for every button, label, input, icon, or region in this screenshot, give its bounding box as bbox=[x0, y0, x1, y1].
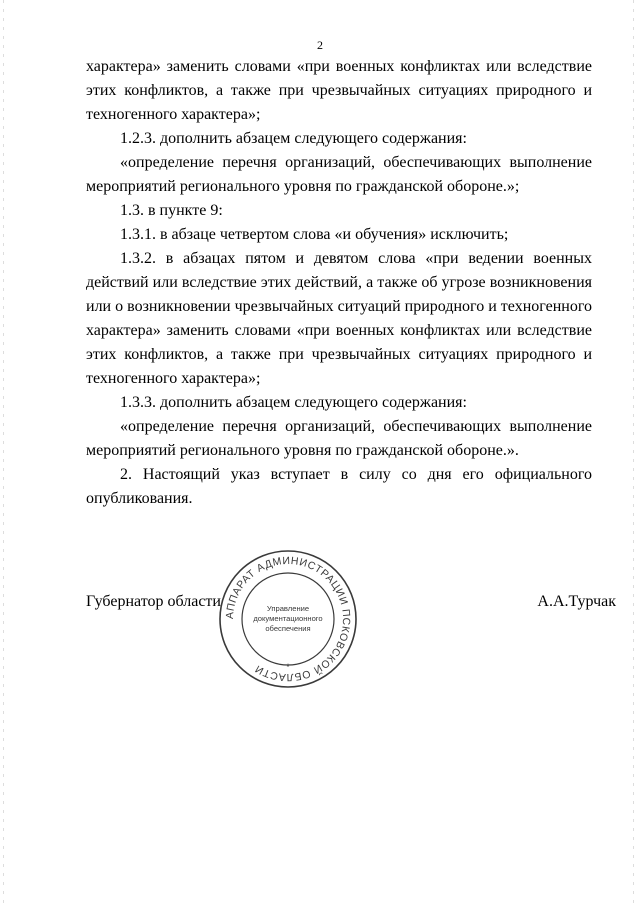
paragraph: 1.3.1. в абзаце четвертом слова «и обучения» исключить; bbox=[120, 226, 509, 243]
stamp-center-line: документационного bbox=[253, 614, 323, 623]
stamp-star-mark: * bbox=[286, 662, 290, 672]
paragraph: «определение перечня организаций, обеспечивающих выполнение мероприятий регионального уровня по гражданской обороне.»; bbox=[86, 154, 592, 195]
stamp-center-line: обеспечения bbox=[265, 624, 311, 633]
signer-title: Губернатор области bbox=[86, 593, 221, 610]
page-number: 2 bbox=[317, 38, 323, 52]
paragraph: «определение перечня организаций, обеспечивающих выполнение мероприятий регионального уровня по гражданской обороне.». bbox=[86, 418, 592, 459]
paragraph: характера» заменить словами «при военных конфликтах или вследствие этих конфликтов, а также при чрезвычайных ситуациях природного и техногенного характера»; bbox=[86, 58, 592, 123]
scan-edge-right bbox=[633, 0, 634, 905]
paragraph: 1.2.3. дополнить абзацем следующего содержания: bbox=[120, 130, 467, 147]
paragraph: 1.3.2. в абзацах пятом и девятом слова «при ведении военных действий или вследствие этих действий, а также об угрозе возникновения или о возникновении чрезвычайных ситуаций природного и техногенного характера» заменить словами «при военных конфликтах или вследствие этих конфликтов, а также при чрезвычайных ситуациях природного и техногенного характера»; bbox=[86, 250, 592, 387]
scan-edge-left bbox=[3, 0, 4, 905]
stamp-center-line: Управление bbox=[266, 604, 310, 613]
paragraph: 2. Настоящий указ вступает в силу со дня его официального опубликования. bbox=[86, 466, 592, 507]
paragraph: 1.3. в пункте 9: bbox=[120, 202, 223, 219]
paragraph: 1.3.3. дополнить абзацем следующего содержания: bbox=[120, 394, 467, 411]
official-stamp bbox=[218, 549, 358, 689]
signer-name: А.А.Турчак bbox=[537, 593, 616, 610]
stamp-ring-text: АППАРАТ АДМИНИСТРАЦИИ ПСКОВСКОЙ ОБЛАСТИ bbox=[223, 554, 353, 684]
document-body bbox=[86, 55, 592, 511]
